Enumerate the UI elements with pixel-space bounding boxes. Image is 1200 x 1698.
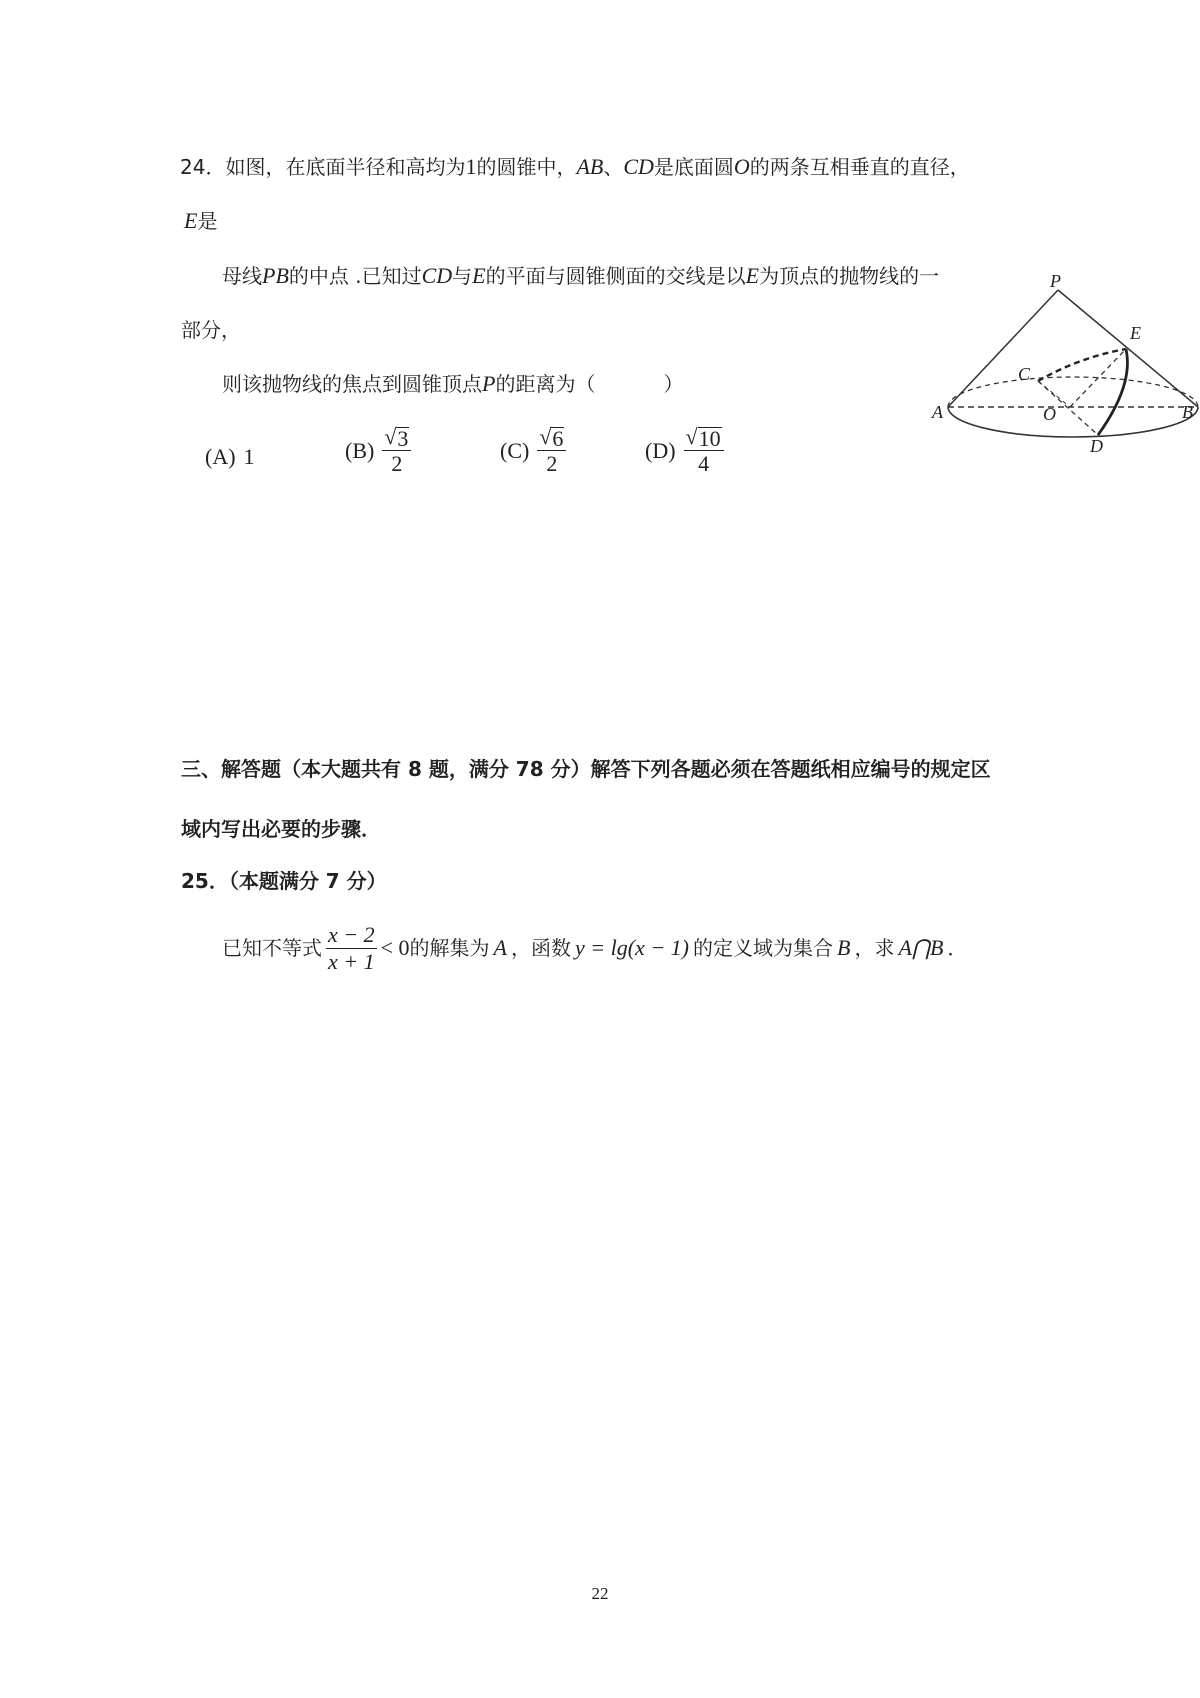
q24-line4: 部分，	[181, 318, 241, 342]
label-O: O	[1043, 404, 1056, 424]
q24-line3: 母线PB的中点 .已知过CD与E的平面与圆锥侧面的交线是以E为顶点的抛物线的一	[222, 263, 940, 288]
label-A: A	[932, 402, 943, 422]
label-C: C	[1018, 364, 1031, 384]
label-B: B	[1182, 402, 1193, 422]
section3-heading-line2: 域内写出必要的步骤．	[181, 817, 381, 841]
label-D: D	[1090, 436, 1103, 456]
page-number: 22	[591, 1584, 609, 1603]
label-P: P	[1050, 275, 1061, 291]
option-d: (D) √ 10 4	[645, 424, 724, 477]
option-c: (C) √ 6 2	[500, 424, 566, 477]
cone-figure	[930, 275, 1200, 465]
q24-number: 24	[180, 155, 206, 179]
option-a: (A) 1	[205, 444, 255, 469]
option-b: (B) √ 3 2	[345, 424, 411, 477]
inequality-fraction: $\frac{x - 2}{x + 1}$	[328, 921, 375, 974]
q25-body: 已知不等式 $\frac{x - 2}{x + 1}$ < 0 的解集为 A ，函数 y = lg(x − 1) 的定义域为集合 B ，求 A⋂B ．	[222, 921, 968, 974]
q24-line5: 则该抛物线的焦点到圆锥顶点P的距离为（ ）	[222, 371, 684, 396]
q24-line1: 24．如图，在底面半径和高均为1的圆锥中，AB、CD是底面圆O的两条互相垂直的直径，	[180, 154, 970, 179]
q24-line2: E是	[184, 208, 218, 233]
q25-title: 25．（本题满分 7 分）	[181, 869, 387, 893]
section3-heading-line1: 三、解答题（本大题共有 8 题，满分 78 分）解答下列各题必须在答题纸相应编号的规定区	[181, 757, 991, 781]
label-E: E	[1130, 323, 1141, 343]
